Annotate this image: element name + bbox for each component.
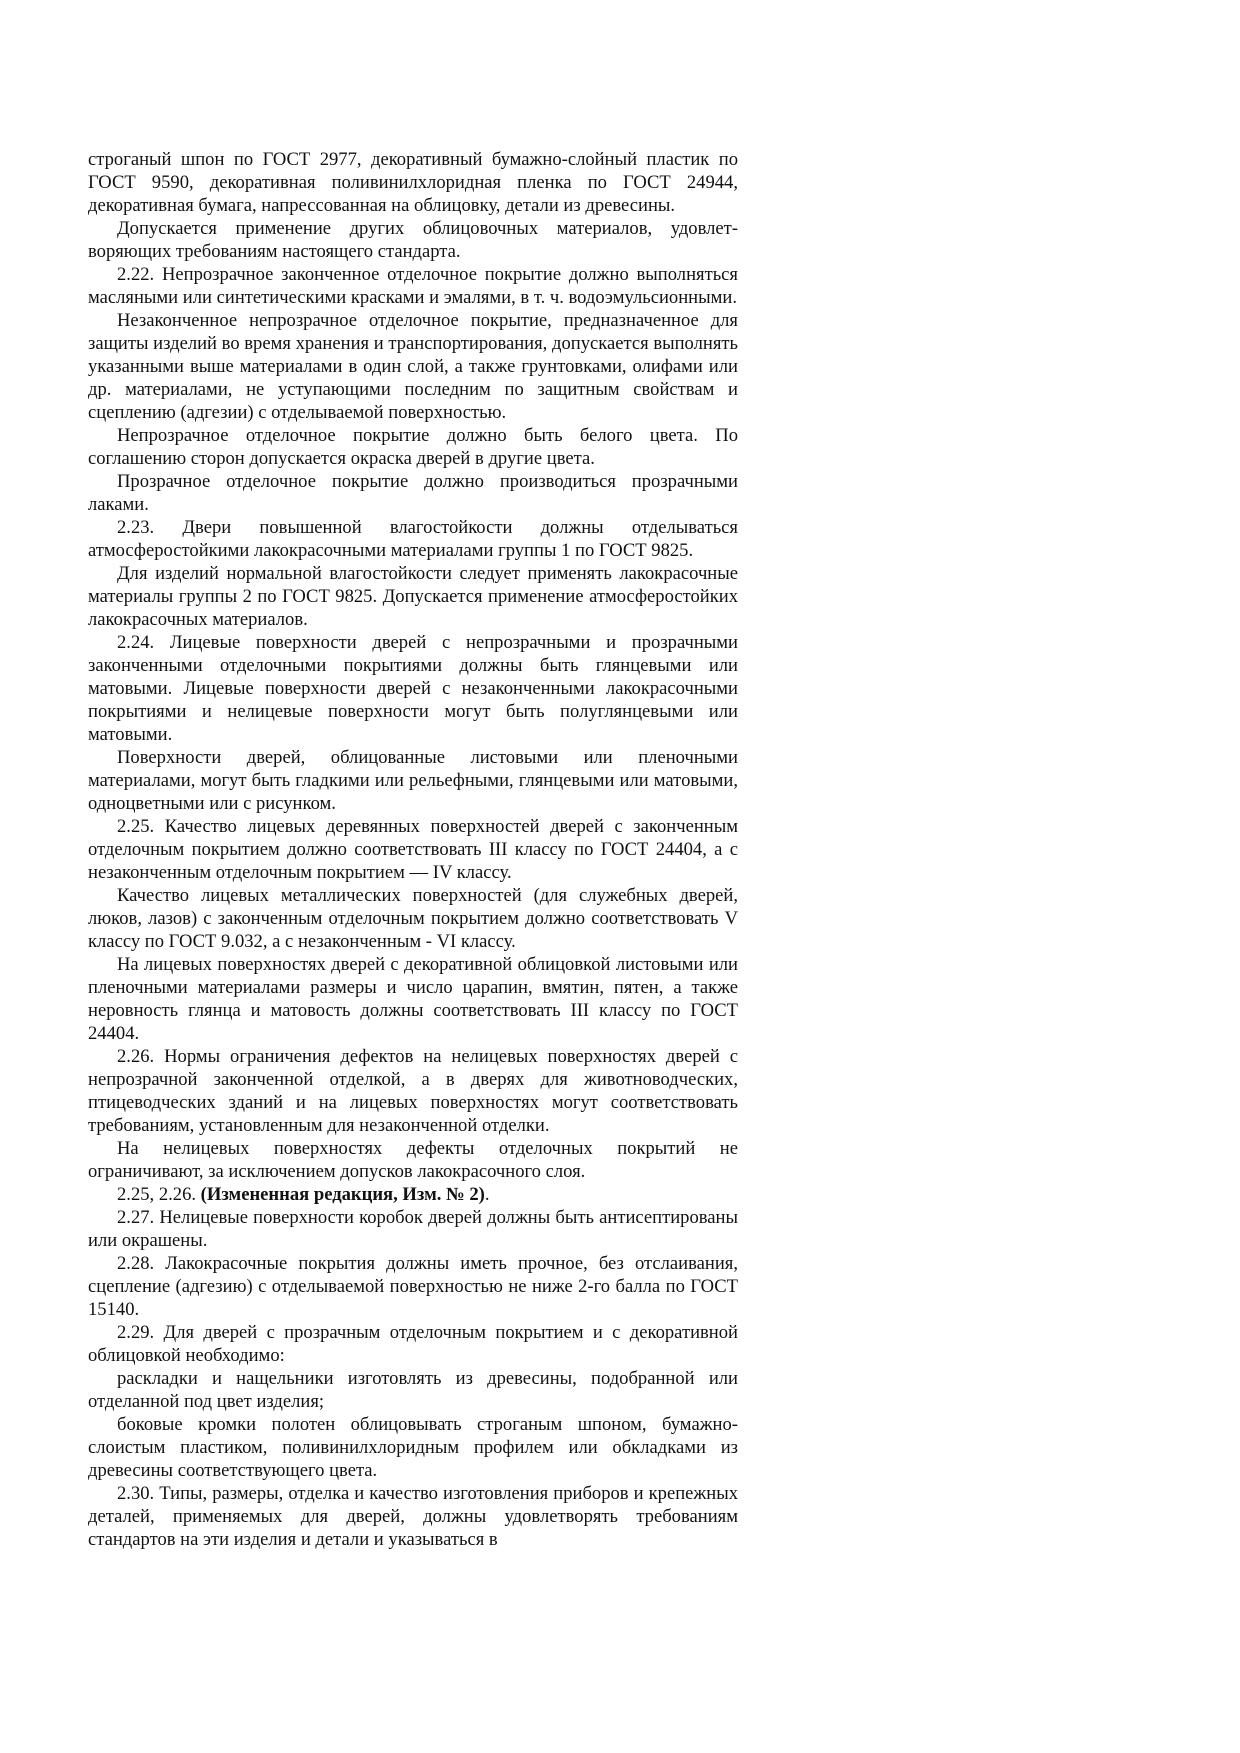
paragraph-amendment-note (88, 1183, 738, 1206)
amendment-bold-text: (Измененная редакция, Изм. № 2) (200, 1184, 485, 1205)
paragraph-normal-moisture: Для изделий нормальной влагостойкости следует применять лакокрасочные материалы группы 2 по ГОСТ 9825. Допускается применение атмосферостойких лакокрасочных материалов. (88, 563, 738, 630)
paragraph-2-25: 2.25. Качество лицевых деревянных поверхностей дверей с законченным отделочным покрытием должно соответствовать III классу по ГОСТ 24404, а с незаконченным отделочным покрытием — IV классу. (88, 816, 738, 883)
paragraph-2-27: 2.27. Нелицевые поверхности коробок дверей должны быть антисептированы или окрашены. (88, 1207, 738, 1251)
paragraph-2-26: 2.26. Нормы ограничения дефектов на нелицевых поверхностях дверей с непрозрачной законченной отделкой, а в дверях для животноводческих, птицеводческих зданий и на лицевых поверхностях могут соответствовать требованиям, установленным для незаконченной отделки. (88, 1046, 738, 1136)
paragraph-2-24: 2.24. Лицевые поверхности дверей с непрозрачными и прозрачными законченными отделочными покрытиями должны быть глянцевыми или матовыми. Лицевые поверхности дверей с незаконченными лакокрасочными покрытиями и нелицевые поверхности могут быть полуглянцевыми или матовыми. (88, 632, 738, 745)
paragraph-surfaces-faced: Поверхности дверей, облицованные листовыми или пленочными материалами, могут быть гладкими или рельефными, глянцевыми или матовыми, одноцветными или с рисунком. (88, 747, 738, 814)
paragraph-2-22: 2.22. Непрозрачное законченное отделочное покрытие должно выполняться масляными или синтетическими красками и эмалями, в т. ч. водоэмульсионными. (88, 264, 738, 308)
paragraph-unfinished-coating: Незаконченное непрозрачное отделочное покрытие, предназначенное для защиты изделий во время хранения и транспортирования, допускается выполнять указанными выше материалами в один слой, а также грунтовками, олифами или др. материалами, не уступающими последним по защитным свойствам и сцеплению (адгезии) с отделываемой поверхностью. (88, 310, 738, 423)
document-page (88, 148, 738, 1551)
amendment-prefix: 2.25, 2.26. (117, 1184, 201, 1205)
paragraph-non-face-defects: На нелицевых поверхностях дефекты отделочных покрытий не ограничивают, за исключением допусков лакокрасочного слоя. (88, 1138, 738, 1182)
paragraph-white-color: Непрозрачное отделочное покрытие должно быть белого цвета. По соглашению сторон допускается окраска дверей в другие цвета. (88, 425, 738, 469)
paragraph-decorative-facing: На лицевых поверхностях дверей с декоративной облицовкой листовыми или пленочными материалами размеры и число царапин, вмятин, пятен, а также неровность глянца и матовость должны соответствовать III классу по ГОСТ 24404. (88, 954, 738, 1044)
paragraph-2-23: 2.23. Двери повышенной влагостойкости должны отделываться атмосферостойкими лакокрасочными материалами группы 1 по ГОСТ 9825. (88, 517, 738, 561)
amendment-suffix: . (484, 1184, 490, 1205)
paragraph-2-28: 2.28. Лакокрасочные покрытия должны иметь прочное, без отслаивания, сцепление (адгезию) с отделываемой поверхностью не ниже 2-го балла по ГОСТ 15140. (88, 1253, 738, 1320)
paragraph-transparent-coating: Прозрачное отделочное покрытие должно производиться прозрачными лаками. (88, 471, 738, 515)
paragraph-2-30: 2.30. Типы, размеры, отделка и качество изготовления приборов и крепежных деталей, применяемых для дверей, должны удовлетворять требованиям стандартов на эти изделия и детали и указываться в (88, 1483, 738, 1550)
paragraph-trim-strips: раскладки и нащельники изготовлять из древесины, подобранной или отделанной под цвет изделия; (88, 1368, 738, 1412)
paragraph-side-edges: боковые кромки полотен облицовывать строганым шпоном, бумажнослоистым пластиком, поливинилхлоридным профилем или обкладками из древесины соответствующего цвета. (88, 1414, 738, 1481)
paragraph-materials-list: строганый шпон по ГОСТ 2977, декоративный бумажно-слойный пластик по ГОСТ 9590, декоративная поливинилхлоридная пленка по ГОСТ 24944, декоративная бумага, напрессованная на облицовку, детали из древесины. (88, 149, 738, 216)
paragraph-metal-surfaces: Качество лицевых металлических поверхностей (для служебных дверей, люков, лазов) с законченным отделочным покрытием должно соответствовать V классу по ГОСТ 9.032, а с незаконченным - VI классу. (88, 885, 738, 952)
paragraph-2-29: 2.29. Для дверей с прозрачным отделочным покрытием и с декоративной облицовкой необходимо: (88, 1322, 738, 1366)
paragraph-other-materials: Допускается применение других облицовочных материалов, удовлетворяющих требованиям настоящего стандарта. (88, 218, 738, 262)
